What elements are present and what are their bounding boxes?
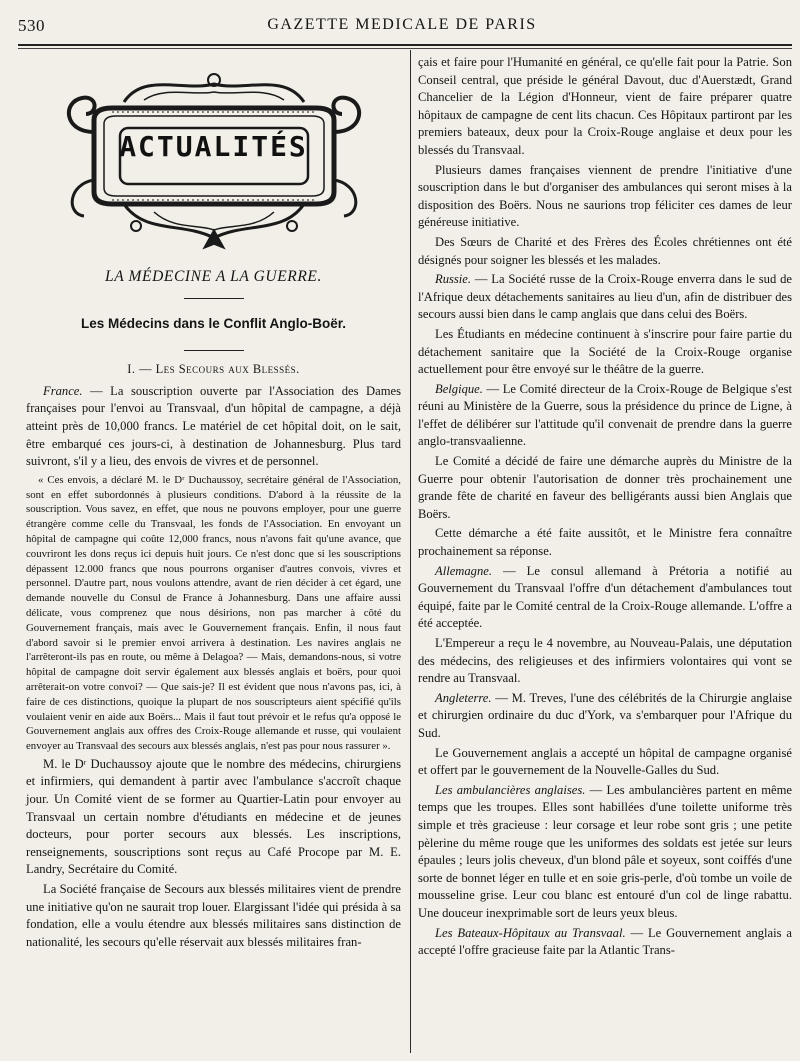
article-title: Les Médecins dans le Conflit Anglo-Boër. <box>80 315 347 331</box>
page-number: 530 <box>18 16 45 35</box>
paragraph-text: — Le Gouvernement anglais a accepté l'offre gracieuse faite par la Atlantic Trans- <box>418 925 792 958</box>
paragraph-text: — Le consul allemand à Prétoria a notifié au Gouvernement du Transvaal l'offre d'un détachement d'ambulances tout équipé, faite par le Comité central de la Croix-Rouge allemande. L'offre a été acceptée. <box>418 563 792 631</box>
paragraph-text: — La souscription ouverte par l'Association des Dames françaises pour l'envoi au Transvaal, d'un hôpital de campagne, a déjà atteint près de 10,000 francs. Le matériel de cet hôpital doit, on le sait, être embarqué ces jours-ci, à destination de Johannesburg. Plus tard suivront, s'il y a lieu, des envois de vivres et de personnel. <box>26 383 401 469</box>
paragraph-text: — M. Treves, l'une des célébrités de la Chirurgie anglaise et chirurgien ordinaire du duc d'York, va s'embarquer pour l'Afrique du Sud. <box>418 690 792 740</box>
paragraph-text: « Ces envois, a déclaré M. le Dʳ Duchaussoy, secrétaire général de l'Association, sont en effet subordonnés à plusieurs conditions. D'abord à la réussite de la souscription. Vous savez, en effet, que nous ne pouvons employer, pour une guerre étrangère comme celle du Transvaal, les fonds de l'Association. En envoyant un hôpital de campagne qui coûte 12,000 francs, nous n'avons fait qu'une avance, que couvriront les dons reçus ici depuis huit jours. Ce n'est donc que si les souscriptions dépassent 12.000 francs que nous pourrons organiser d'autres convois, vivres et personnel. D'autre part, nous voulons attendre, avant de rien décider à cet égard, une demande nouvelle du Consul de France à Johannesburg. Dans une affaire aussi délicate, vous comprenez que nous désirions, non pas marcher à côté du Gouvernement français, mais avec le Gouvernement français. Enfin, il nous faut d'abord savoir si le premier envoi arrivera à destination. Les navires anglais ne l'arrêteront-ils pas en route, ou même à Delagoa? — Mais, demandons-nous, si votre hôpital de campagne doit servir également aux blessés anglais et boërs, pour quoi arrêterait-on votre convoi? — Que sais-je? Il est évident que nous n'avons pas, ici, à faire de ces distinctions, quoique la plupart de nos souscripteurs aient spécifié qu'ils voulaient venir en aide aux Boërs... Mais il faut tout prévoir et le refus qu'a opposé le Gouvernement anglais aux offres des Croix-Rouge allemande et russe, qui voulaient envoyer au Transvaal des secours aux blessés anglais, n'est pas pour nous rassurer ». <box>26 473 401 753</box>
paragraph-text: — Le Comité directeur de la Croix-Rouge de Belgique s'est réuni au Ministère de la Guerre, sous la présidence du prince de Ligne, à l'effet de délibérer sur l'attitude qu'il convenait de prendre dans la guerre anglo-transvaalienne. <box>418 381 792 449</box>
paragraph <box>418 782 792 923</box>
paragraph <box>418 326 792 379</box>
paragraph <box>418 162 792 232</box>
paragraph-text: — La Société russe de la Croix-Rouge enverra dans le sud de l'Afrique deux détachements sanitaires au lieu d'un, afin de distribuer des secours aussi bien dans le camp anglais que dans celui des Boërs. <box>418 272 792 322</box>
right-column <box>418 54 792 960</box>
paragraph-lead: Les Bateaux-Hôpitaux au Transvaal. <box>435 925 626 940</box>
paragraph-lead: Belgique. <box>435 381 483 396</box>
journal-title: GAZETTE MEDICALE DE PARIS <box>267 16 537 33</box>
paragraph-lead: Allemagne. <box>435 563 493 578</box>
paragraph-lead: Russie. <box>435 272 472 287</box>
paragraph <box>418 525 792 560</box>
left-column-body <box>26 383 401 952</box>
paragraph <box>418 690 792 743</box>
paragraph <box>418 54 792 160</box>
paragraph <box>418 271 792 324</box>
paragraph <box>418 925 792 960</box>
paragraph-text: M. le Dʳ Duchaussoy ajoute que le nombre des médecins, chirurgiens et infirmiers, qui demandent à partir avec l'ambulance s'accroît chaque jour. Un Comité vient de se former au Quartier-Latin pour envoyer au Transvaal un certain nombre d'étudiants en médecine et de jeunes docteurs, pour porter secours aux blessés. Les inscriptions, renseignements, souscriptions sont reçus au Café Procope par M. E. Landry, Secrétaire du Comité. <box>26 756 401 877</box>
header-rule-thin <box>18 48 792 49</box>
header-rule <box>18 44 792 46</box>
actualites-banner <box>54 62 374 252</box>
short-rule <box>184 350 244 351</box>
paragraph-text: Le Comité a décidé de faire une démarche auprès du Ministre de la Guerre pour obtenir l'autorisation de donner très prochainement une grande fête de charité en faveur des belligérants aussi bien Anglais que Boërs. <box>418 454 792 521</box>
paragraph <box>418 453 792 523</box>
paragraph-text: çais et faire pour l'Humanité en général, ce qu'elle fait pour la Patrie. Son Conseil central, que préside le général Davout, duc d'Auerstædt, Grand Chancelier de la Légion d'Honneur, vient de faire préparer quatre hôpitaux de campagne de cent lits chacun. Ces Hôpitaux partiront par les premiers bateaux, deux pour la Croix-Rouge anglaise et deux pour les blessés du Transvaal. <box>418 55 792 157</box>
subheading: I. — Les Secours aux Blessés. <box>127 362 300 377</box>
paragraph-lead: France. <box>43 383 83 398</box>
running-head <box>18 14 786 40</box>
paragraph-text: Cette démarche a été faite aussitôt, et le Ministre fera connaître prochainement sa réponse. <box>418 526 792 559</box>
paragraph-text: — Les ambulancières partent en même temps que les troupes. Elles sont habillées d'une toilette uniforme très simple et très gracieuse : leur corsage et leur robe sont gris ; une petite pèlerine du même rouge que les uniformes des soldats est jetée sur leurs épaules ; leurs jolis cheveux, d'un blond pâle et soyeux, sont coiffés d'une sorte de bonnet léger en tulle et en soie gris-perle, d'où tombe un voile de mousseline grise. Leur cou blanc est entouré d'un col de linge rabattu. Une douceur inexprimable sort de leurs yeux bleus. <box>418 782 792 920</box>
paragraph-lead: Angleterre. <box>435 690 492 705</box>
right-column-body <box>418 54 792 960</box>
left-column <box>26 54 401 951</box>
section-title: LA MÉDECINE A LA GUERRE. <box>105 268 322 285</box>
paragraph <box>418 381 792 451</box>
paragraph-text: Les Étudiants en médecine continuent à s'inscrire pour faire partie du détachement sanitaire que la Société de la Croix-Rouge organise actuellement pour être envoyé sur le théâtre de la guerre. <box>418 326 792 377</box>
paragraph <box>418 635 792 688</box>
paragraph <box>418 234 792 269</box>
paragraph <box>418 745 792 780</box>
paragraph-text: Plusieurs dames françaises viennent de prendre l'initiative d'une souscription dans le but d'organiser des ambulances qui seront mises à la disposition des Boërs. Nous ne saurions trop féliciter ces dames de leur généreuse initiative. <box>418 162 792 230</box>
short-rule <box>184 298 244 299</box>
paragraph-lead: Les ambulancières anglaises. <box>435 782 586 797</box>
paragraph <box>26 383 401 471</box>
paragraph <box>26 756 401 879</box>
paragraph-text: Des Sœurs de Charité et des Frères des Écoles chrétiennes ont été désignés pour soigner les blessés et les malades. <box>418 234 792 267</box>
paragraph <box>418 563 792 633</box>
paragraph-text: La Société française de Secours aux blessés militaires vient de prendre une initiative qu'on ne saurait trop louer. Elargissant l'idée qui présida à sa fondation, elle a voulu étendre aux blessés militaires sans distinction de nationalité, les secours qu'elle réservait aux blessés militaires fran- <box>26 882 401 949</box>
paragraph-text: Le Gouvernement anglais a accepté un hôpital de campagne organisé et offert par le gouvernement de la Nouvelle-Galles du Sud. <box>418 745 792 778</box>
paragraph <box>26 881 401 951</box>
paragraph-text: L'Empereur a reçu le 4 novembre, au Nouveau-Palais, une députation des médecins, des religieuses et des infirmiers volontaires qui vont se rendre au Transvaal. <box>418 636 792 686</box>
banner-label: ACTUALITÉS <box>119 130 308 163</box>
paragraph <box>26 473 401 754</box>
column-divider <box>410 50 411 1053</box>
